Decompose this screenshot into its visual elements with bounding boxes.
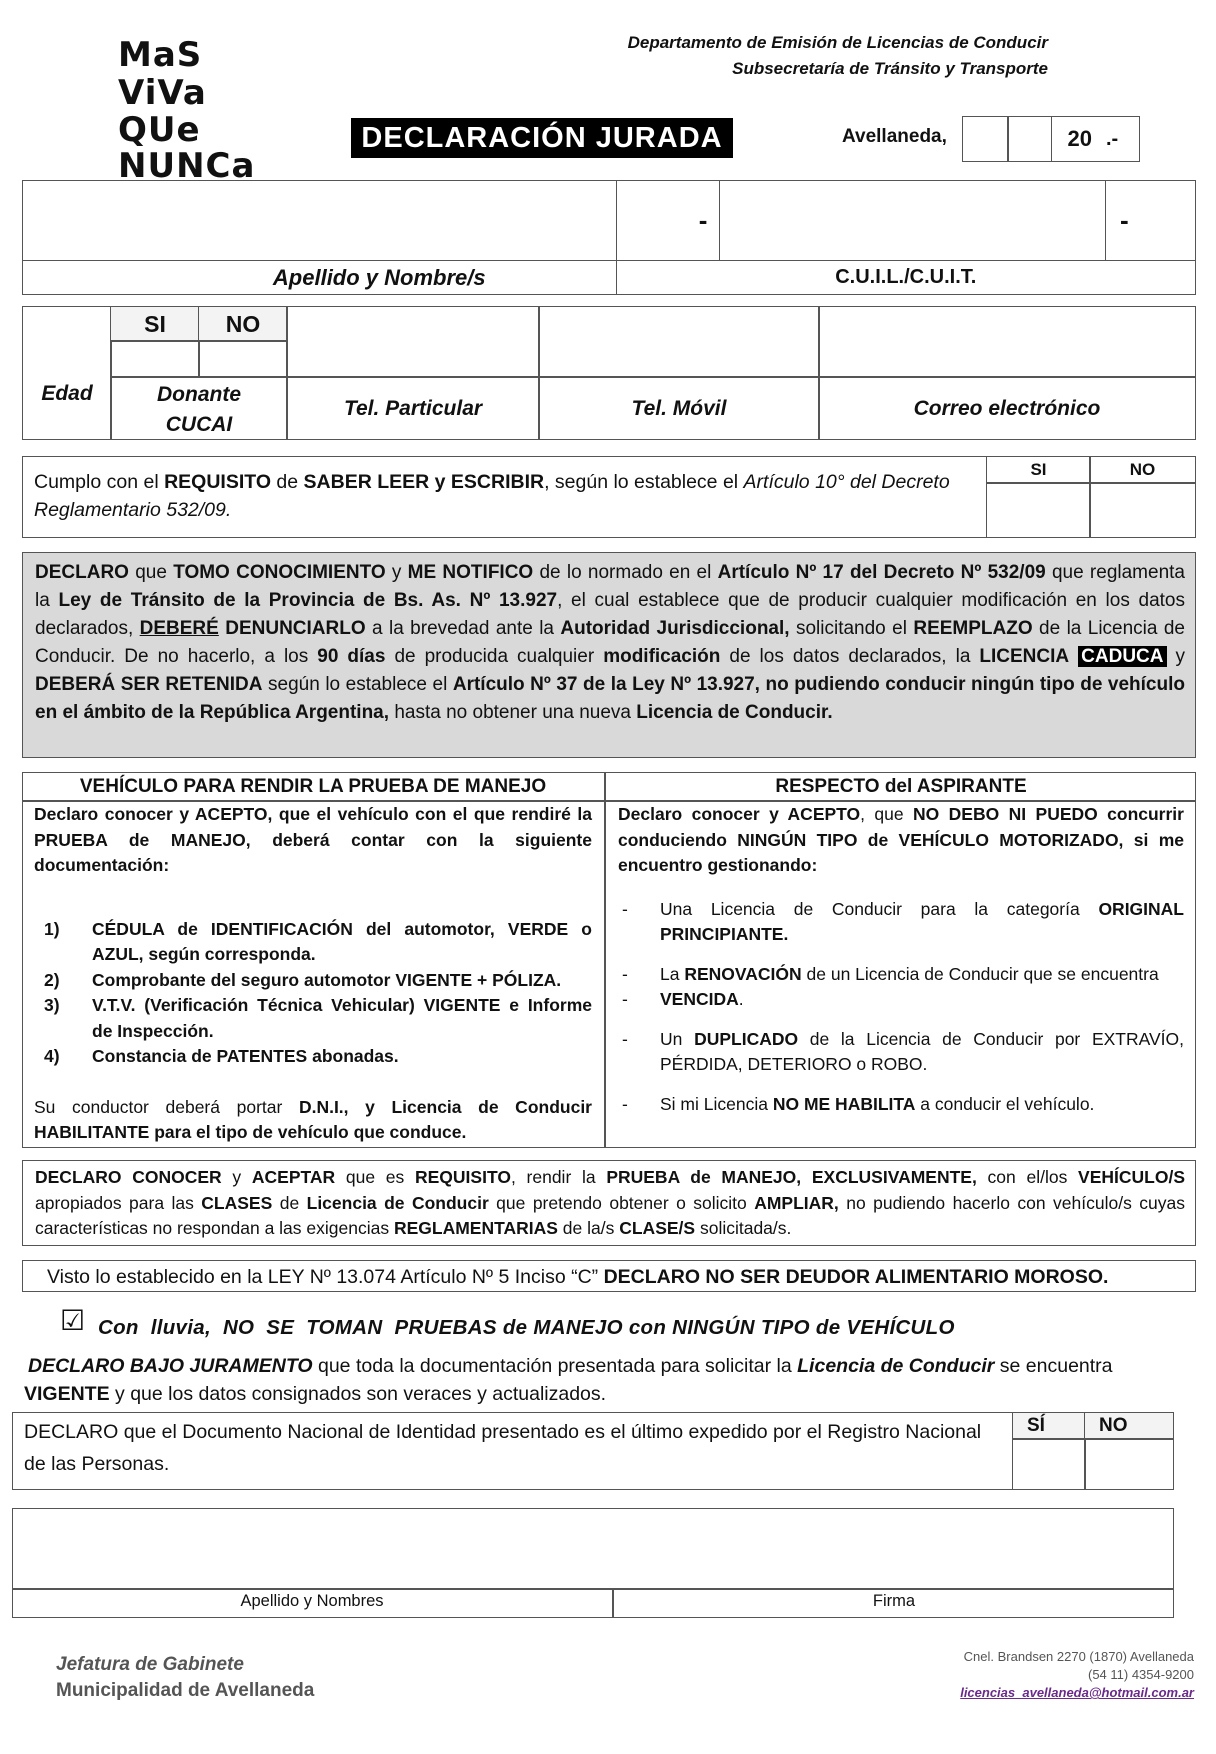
page-title: DECLARACIÓN JURADA	[351, 118, 733, 158]
notice-text: DENUNCIARLO	[225, 618, 366, 639]
literacy-text-6: Artículo 10° del Decreto Reglamentario 532/09.	[34, 471, 950, 521]
department-line: Departamento de Emisión de Licencias de Conducir	[627, 33, 1048, 52]
logo-line-1: MaS ViVa	[118, 35, 207, 113]
logo	[118, 35, 298, 186]
aspirant-item-bold: ORIGINAL PRINCIPIANTE.	[660, 898, 1184, 944]
test-req-text: solicitada/s.	[695, 1218, 792, 1238]
signature-field[interactable]	[614, 1509, 1172, 1587]
donor-yes-header: SI	[110, 306, 200, 342]
subsecretary-line: Subsecretaría de Tránsito y Transporte	[732, 59, 1048, 78]
test-req-text: AMPLIAR,	[754, 1192, 839, 1213]
oath-part: que toda la documentación presentada para solicitar la	[312, 1355, 798, 1377]
vehicle-footer-bold: D.N.I., y Licencia de Conducir HABILITANTE para el tipo de vehículo que conduce.	[34, 1096, 592, 1142]
notice-text: ME NOTIFICO	[407, 562, 534, 583]
notice-text: Ley de Tránsito de la Provincia de Bs. As. Nº 13.927	[58, 590, 558, 611]
column-divider	[604, 772, 606, 1148]
test-req-text: CLASES	[201, 1192, 273, 1213]
alimony-text: Visto lo establecido en la LEY Nº 13.074 Artículo Nº 5 Inciso “C”	[47, 1266, 604, 1288]
test-req-text: que es	[335, 1167, 415, 1187]
test-req-text: REQUISITO	[415, 1167, 511, 1187]
oath-bold: Licencia de Conducir	[797, 1355, 995, 1377]
test-req-text: PRUEBA de MANEJO, EXCLUSIVAMENTE,	[606, 1167, 977, 1187]
cuil-suffix-field[interactable]	[1106, 181, 1196, 261]
test-req-text: de la/s	[557, 1218, 620, 1238]
logo-line-2: QUe NUNCa	[118, 110, 256, 186]
oath-bold: DECLARO BAJO JURAMENTO	[28, 1355, 313, 1377]
signature-sign-label: Firma	[872, 1592, 916, 1610]
notice-text: de la Licencia de Conducir. De no hacerlo, a los	[35, 618, 1185, 667]
notice-text: modificación	[603, 646, 721, 667]
list-item	[618, 1092, 1184, 1118]
donor-yes-box[interactable]	[110, 340, 200, 378]
vehicle-footer	[34, 1095, 592, 1146]
footer-office: Jefatura de Gabinete	[56, 1654, 244, 1675]
age-field[interactable]	[22, 306, 112, 440]
dni-no-box[interactable]	[1084, 1438, 1174, 1490]
notice-text: y	[385, 562, 408, 583]
list-item-text: Comprobante del seguro automotor VIGENTE + PÓLIZA.	[92, 969, 562, 990]
test-req-text: DECLARO CONOCER	[35, 1167, 222, 1187]
name-label: Apellido y Nombre/s	[23, 261, 617, 295]
notice-text: DEBERÉ	[139, 618, 219, 639]
identity-table	[22, 180, 1196, 295]
list-item-number: 4)	[44, 1046, 60, 1066]
list-item-text: Constancia de PATENTES abonadas.	[92, 1046, 399, 1066]
test-req-text: y	[221, 1167, 252, 1187]
test-req-text: ACEPTAR	[251, 1167, 336, 1187]
dni-yes-box[interactable]	[1012, 1438, 1086, 1490]
dash-bullet: -	[622, 1028, 628, 1049]
dash-bullet: -	[622, 963, 628, 984]
cuil-prefix-field[interactable]	[616, 181, 720, 261]
alimony-bold: DECLARO NO SER DEUDOR ALIMENTARIO MOROSO.	[603, 1266, 1109, 1288]
footer-phone: (54 11) 4354-9200	[1087, 1667, 1194, 1682]
aspirant-item-bold: NO ME HABILITA	[772, 1093, 916, 1114]
notice-text: según lo establece el	[262, 674, 453, 695]
literacy-no-box[interactable]	[1089, 482, 1196, 538]
list-item-text: V.T.V. (Verificación Técnica Vehicular) VIGENTE e Informe de Inspección.	[92, 995, 592, 1041]
test-req-text: CLASE/S	[619, 1218, 696, 1238]
literacy-text	[34, 468, 984, 524]
test-req-text: VEHÍCULO/S	[1078, 1167, 1185, 1187]
list-item	[618, 1027, 1184, 1078]
aspirant-item-text: Una Licencia de Conducir para la categoría	[660, 898, 1099, 919]
donor-label-line-1: Donante	[157, 383, 241, 406]
donor-label	[110, 380, 288, 440]
donor-no-box[interactable]	[198, 340, 288, 378]
oath-bold: VIGENTE	[24, 1383, 110, 1405]
vehicle-header: VEHÍCULO PARA RENDIR LA PRUEBA DE MANEJO	[79, 776, 547, 797]
dash-bullet: -	[622, 989, 628, 1009]
literacy-text-2: REQUISITO	[164, 471, 271, 493]
aspirant-item-text: .	[738, 989, 744, 1009]
literacy-yes-box[interactable]	[986, 482, 1091, 538]
test-req-text: con el/los	[976, 1167, 1079, 1187]
aspirant-item-text: de un Licencia de Conducir que se encuentra	[801, 963, 1159, 984]
literacy-text-4: SABER LEER y ESCRIBIR	[303, 471, 545, 493]
list-item	[618, 897, 1184, 948]
notice-text: y	[1166, 646, 1186, 667]
list-item-number: 3)	[44, 995, 60, 1015]
test-req-text: no pudiendo hacerlo con vehículo/s cuyas características no respondan a las exigencias	[35, 1192, 1185, 1238]
footer-right	[960, 1648, 1194, 1702]
list-item	[618, 987, 1184, 1013]
notice-text: que	[128, 562, 174, 583]
notice-text: solicitando el	[789, 618, 914, 639]
test-req-text: , rendir la	[510, 1167, 607, 1187]
dni-yes-header: SÍ	[1012, 1412, 1086, 1440]
footer-left	[56, 1652, 314, 1704]
footer-municipality: Municipalidad de Avellaneda	[56, 1680, 315, 1701]
age-label: Edad	[41, 382, 93, 405]
notice-text: hasta no obtener una nueva	[389, 702, 637, 723]
phone-label: Tel. Particular	[343, 397, 483, 420]
oath-part: y que los datos consignados son veraces y actualizados.	[109, 1383, 607, 1405]
notice-text: LICENCIA	[979, 646, 1070, 667]
name-field[interactable]	[23, 181, 617, 261]
month-field[interactable]	[1007, 116, 1052, 162]
day-field[interactable]	[962, 116, 1009, 162]
contact-label-divider	[286, 376, 1196, 378]
notice-text: Autoridad Jurisdiccional,	[560, 618, 790, 639]
signature-divider	[12, 1588, 1174, 1590]
notice-text: 90 días	[317, 646, 386, 667]
cuil-dash-2: -	[1120, 205, 1129, 235]
literacy-text-1: Cumplo con el	[34, 471, 165, 493]
notice-text: Artículo Nº 37 de la Ley Nº 13.927, no pudiendo conducir ningún tipo de vehículo en el ámbito de la República Argentina,	[35, 674, 1185, 723]
notice-text: DECLARO	[35, 562, 129, 583]
aspirant-item-bold: DUPLICADO	[694, 1028, 799, 1049]
list-item	[34, 917, 592, 968]
dni-text: DECLARO que el Documento Nacional de Identidad presentado es el último expedido por el Registro Nacional de las Personas.	[24, 1421, 982, 1475]
dash-bullet: -	[622, 1093, 628, 1114]
year-suffix: .-	[1105, 127, 1119, 150]
list-item	[618, 962, 1184, 988]
notice-text: TOMO CONOCIMIENTO	[173, 562, 386, 583]
year-field[interactable]	[1051, 116, 1141, 162]
cuil-dash-1: -	[698, 205, 708, 235]
list-item	[34, 968, 592, 994]
rain-notice: Con lluvia, NO SE TOMAN PRUEBAS de MANEJO con NINGÚN TIPO de VEHÍCULO	[98, 1316, 955, 1339]
notice-text: a la brevedad ante la	[365, 618, 561, 639]
email-label: Correo electrónico	[913, 397, 1101, 420]
dash-bullet: -	[622, 898, 628, 919]
test-req-text: Licencia de Conducir	[306, 1192, 489, 1213]
vehicle-intro: Declaro conocer y ACEPTO, que el vehículo con el que rendiré la PRUEBA de MANEJO, deberá contar con la siguiente documentación:	[34, 804, 592, 875]
aspirant-intro	[618, 802, 1184, 879]
literacy-text-5: , según lo establece el	[544, 471, 744, 493]
notice-text: DEBERÁ SER RETENIDA	[35, 674, 263, 695]
vehicle-doc-list	[34, 917, 592, 1070]
aspirant-item-text: de la Licencia de Conducir por EXTRAVÍO, PÉRDIDA, DETERIORO o ROBO.	[660, 1028, 1184, 1074]
vehicle-column	[34, 802, 592, 1146]
notice-text: que reglamenta la	[35, 562, 1185, 611]
cuil-number-field[interactable]	[720, 181, 1106, 261]
signature-name-label: Apellido y Nombres	[240, 1592, 384, 1610]
list-item-text: CÉDULA de IDENTIFICACIÓN del automotor, VERDE o AZUL, según corresponda.	[92, 918, 592, 964]
notice-text: REEMPLAZO	[913, 618, 1033, 639]
place-label: Avellaneda,	[842, 126, 947, 147]
notice-text: de producida cualquier	[385, 646, 604, 667]
department-name	[628, 30, 1048, 82]
aspirant-intro-1: Declaro conocer y ACEPTO	[618, 804, 861, 824]
footer-address: Cnel. Brandsen 2270 (1870) Avellaneda	[963, 1649, 1194, 1664]
alimony-box	[22, 1260, 1196, 1292]
date-boxes	[962, 116, 1140, 160]
aspirant-column	[618, 802, 1184, 1117]
aspirant-intro-2: , que	[860, 804, 914, 824]
contact-section	[22, 306, 1196, 440]
test-req-text: que pretendo obtener o solicito	[488, 1192, 755, 1213]
cuil-label: C.U.I.L./C.U.I.T.	[616, 261, 1195, 295]
test-req-text: de	[272, 1192, 307, 1213]
signature-name-field[interactable]	[13, 1509, 611, 1587]
aspirant-intro-3: NO DEBO NI PUEDO concurrir conduciendo NINGÚN TIPO de VEHÍCULO MOTORIZADO, si me encuentro gestionando:	[618, 804, 1184, 875]
notice-text: de lo normado en el	[533, 562, 718, 583]
aspirant-item-text: Si mi Licencia	[660, 1093, 773, 1114]
list-item	[34, 1044, 592, 1070]
literacy-text-3: de	[271, 471, 304, 493]
checkbox-icon[interactable]: ☑	[60, 1304, 86, 1337]
dni-no-header: NO	[1084, 1412, 1174, 1440]
literacy-yes-header: SI	[986, 456, 1091, 484]
footer-email-link[interactable]: licencias_avellaneda@hotmail.com.ar	[960, 1685, 1194, 1700]
notice-text: Artículo Nº 17 del Decreto Nº 532/09	[717, 562, 1046, 583]
test-req-text: apropiados para las	[35, 1192, 202, 1213]
mobile-label: Tel. Móvil	[631, 397, 727, 420]
list-item-number: 1)	[44, 918, 60, 939]
aspirant-item-bold: VENCIDA	[660, 989, 739, 1009]
caduca-highlight: CADUCA	[1078, 646, 1166, 667]
notice-text: , el cual establece que de producir cualquier modificación en los datos declarados,	[35, 590, 1185, 639]
donor-label-line-2: CUCAI	[165, 413, 233, 436]
notice-text: de los datos declarados, la	[720, 646, 980, 667]
vehicle-footer-text: Su conductor deberá portar	[34, 1096, 299, 1117]
donor-no-header: NO	[198, 306, 288, 342]
oath-text	[24, 1352, 1196, 1408]
list-item	[34, 993, 592, 1044]
aspirant-list	[618, 897, 1184, 1118]
literacy-no-header: NO	[1089, 456, 1196, 484]
list-item-number: 2)	[44, 969, 60, 990]
notice-box	[22, 552, 1196, 758]
aspirant-item-text: Un	[660, 1028, 695, 1049]
notice-text: Licencia de Conducir.	[636, 702, 833, 723]
oath-part: se encuentra	[994, 1355, 1113, 1377]
year-prefix: 20	[1067, 126, 1092, 151]
test-req-text: REGLAMENTARIAS	[393, 1218, 558, 1238]
test-requirement-box	[22, 1160, 1196, 1246]
aspirant-header: RESPECTO del ASPIRANTE	[775, 776, 1027, 797]
aspirant-item-text: a conducir el vehículo.	[915, 1093, 1095, 1114]
aspirant-item-text: La	[660, 963, 685, 984]
aspirant-item-bold: RENOVACIÓN	[684, 963, 802, 984]
